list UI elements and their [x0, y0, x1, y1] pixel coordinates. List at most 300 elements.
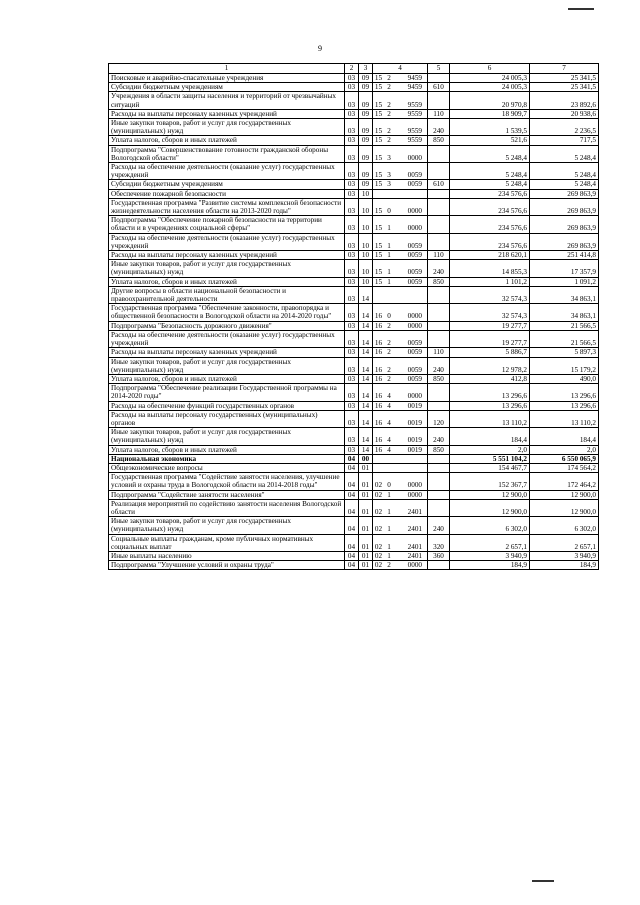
amount-year2-cell: 20 938,6: [530, 109, 599, 118]
table-row: [109, 374, 599, 383]
target-article-part: 15: [374, 268, 383, 277]
subsection-code-cell: 14: [359, 330, 373, 347]
target-article-part: 0059: [407, 339, 422, 348]
subsection-code-cell: 09: [359, 92, 373, 109]
section-code-cell: 03: [345, 83, 359, 92]
expense-type-cell: [428, 92, 450, 109]
amount-year2-cell: 5 897,3: [530, 348, 599, 357]
amount-year2-cell: 5 248,4: [530, 180, 599, 189]
amount-year2-cell: 34 863,1: [530, 304, 599, 321]
subsection-code-cell: 10: [359, 216, 373, 233]
target-article-part: 0000: [407, 312, 422, 321]
section-code-cell: 03: [345, 286, 359, 303]
subsection-code-cell: 01: [359, 517, 373, 534]
subsection-code-cell: 14: [359, 445, 373, 454]
target-article-part: 15: [374, 207, 383, 216]
target-article-cell: [373, 348, 428, 357]
subsection-code-cell: 01: [359, 534, 373, 551]
amount-year2-cell: 21 566,5: [530, 330, 599, 347]
section-code-cell: 03: [345, 330, 359, 347]
subsection-code-cell: 14: [359, 321, 373, 330]
target-article-part: 15: [374, 153, 383, 162]
target-article-part: 4: [387, 445, 391, 454]
target-article-cell: [373, 428, 428, 445]
amount-year2-cell: 5 248,4: [530, 163, 599, 180]
target-article-part: 16: [374, 374, 383, 383]
row-name-cell: Расходы на обеспечение деятельности (оказание услуг) государственных учреждений: [109, 330, 345, 347]
amount-year2-cell: 172 464,2: [530, 473, 599, 490]
scan-mark-bottom: [532, 880, 554, 882]
row-name-cell: Субсидии бюджетным учреждениям: [109, 83, 345, 92]
amount-year1-cell: 12 900,0: [450, 499, 530, 516]
target-article-part: 15: [374, 127, 383, 136]
target-article-cell: [373, 109, 428, 118]
target-article-part: 02: [374, 561, 383, 570]
section-code-cell: 03: [345, 357, 359, 374]
table-row: [109, 401, 599, 410]
target-article-cell: [373, 330, 428, 347]
table-row: [109, 277, 599, 286]
subsection-code-cell: 09: [359, 180, 373, 189]
target-article-part: 1: [387, 277, 391, 286]
amount-year2-cell: 6 302,0: [530, 517, 599, 534]
expense-type-cell: 120: [428, 410, 450, 427]
target-article-cell: [373, 561, 428, 570]
target-article-part: 2401: [407, 551, 422, 560]
expense-type-cell: [428, 499, 450, 516]
expense-type-cell: 240: [428, 119, 450, 136]
section-code-cell: 04: [345, 551, 359, 560]
target-article-cell: [373, 92, 428, 109]
table-row: [109, 233, 599, 250]
section-code-cell: 03: [345, 374, 359, 383]
target-article-part: 16: [374, 321, 383, 330]
section-code-cell: 04: [345, 517, 359, 534]
amount-year1-cell: 18 909,7: [450, 109, 530, 118]
table-row: [109, 83, 599, 92]
table-row: [109, 286, 599, 303]
target-article-part: 0059: [407, 277, 422, 286]
target-article-part: 2: [387, 321, 391, 330]
table-row: [109, 534, 599, 551]
subsection-code-cell: 14: [359, 286, 373, 303]
target-article-part: 2: [387, 127, 391, 136]
target-article-cell: [373, 136, 428, 145]
target-article-cell: [373, 180, 428, 189]
expense-type-cell: 320: [428, 534, 450, 551]
section-code-cell: 03: [345, 109, 359, 118]
target-article-part: 02: [374, 481, 383, 490]
row-name-cell: Уплата налогов, сборов и иных платежей: [109, 136, 345, 145]
target-article-cell: [373, 260, 428, 277]
section-code-cell: 03: [345, 304, 359, 321]
row-name-cell: Подпрограмма "Содействие занятости населения": [109, 490, 345, 499]
amount-year2-cell: 2 657,1: [530, 534, 599, 551]
target-article-part: 02: [374, 542, 383, 551]
section-code-cell: 03: [345, 92, 359, 109]
section-code-cell: 03: [345, 74, 359, 83]
target-article-part: 16: [374, 312, 383, 321]
amount-year1-cell: 234 576,6: [450, 198, 530, 215]
target-article-cell: [373, 463, 428, 472]
subsection-code-cell: 10: [359, 233, 373, 250]
expense-type-cell: [428, 490, 450, 499]
target-article-part: 16: [374, 339, 383, 348]
expense-type-cell: [428, 321, 450, 330]
amount-year1-cell: 32 574,3: [450, 304, 530, 321]
amount-year1-cell: 5 248,4: [450, 180, 530, 189]
target-article-part: 0: [387, 207, 391, 216]
amount-year1-cell: 6 302,0: [450, 517, 530, 534]
target-article-part: 0059: [407, 348, 422, 357]
target-article-part: 1: [387, 542, 391, 551]
amount-year1-cell: 234 576,6: [450, 233, 530, 250]
target-article-part: 0019: [407, 418, 422, 427]
expense-type-cell: 610: [428, 180, 450, 189]
amount-year1-cell: 12 900,0: [450, 490, 530, 499]
table-row: [109, 463, 599, 472]
section-code-cell: 03: [345, 198, 359, 215]
target-article-part: 0059: [407, 180, 422, 189]
target-article-cell: [373, 251, 428, 260]
subsection-code-cell: 10: [359, 277, 373, 286]
row-name-cell: Расходы на обеспечение деятельности (оказание услуг) государственных учреждений: [109, 163, 345, 180]
subsection-code-cell: 14: [359, 410, 373, 427]
target-article-part: 0000: [407, 321, 422, 330]
expense-type-cell: [428, 145, 450, 162]
header-cell: 1: [109, 64, 345, 74]
header-cell: 2: [345, 64, 359, 74]
expense-type-cell: [428, 454, 450, 463]
target-article-cell: [373, 499, 428, 516]
section-code-cell: 04: [345, 490, 359, 499]
subsection-code-cell: 09: [359, 136, 373, 145]
target-article-part: 3: [387, 171, 391, 180]
amount-year1-cell: 13 296,6: [450, 384, 530, 401]
target-article-part: 9459: [407, 74, 422, 82]
subsection-code-cell: 10: [359, 189, 373, 198]
row-name-cell: Уплата налогов, сборов и иных платежей: [109, 277, 345, 286]
table-row: [109, 384, 599, 401]
header-cell: 6: [450, 64, 530, 74]
target-article-part: 0059: [407, 241, 422, 250]
amount-year1-cell: 19 277,7: [450, 321, 530, 330]
target-article-part: 2: [387, 339, 391, 348]
expense-type-cell: 240: [428, 517, 450, 534]
section-code-cell: 04: [345, 473, 359, 490]
scan-mark-top: [568, 8, 594, 10]
target-article-part: 15: [374, 251, 383, 260]
target-article-part: 16: [374, 348, 383, 357]
target-article-part: 15: [374, 100, 383, 109]
target-article-cell: [373, 216, 428, 233]
expense-type-cell: [428, 384, 450, 401]
table-row: [109, 473, 599, 490]
page-number: 9: [318, 44, 322, 53]
section-code-cell: 03: [345, 384, 359, 401]
target-article-part: 0000: [407, 207, 422, 216]
target-article-cell: [373, 198, 428, 215]
amount-year2-cell: 184,9: [530, 561, 599, 570]
amount-year1-cell: 412,8: [450, 374, 530, 383]
target-article-cell: [373, 490, 428, 499]
amount-year1-cell: 184,4: [450, 428, 530, 445]
target-article-part: 1: [387, 251, 391, 260]
expense-type-cell: [428, 216, 450, 233]
expense-type-cell: 850: [428, 374, 450, 383]
amount-year2-cell: 13 296,6: [530, 401, 599, 410]
amount-year1-cell: 152 367,7: [450, 473, 530, 490]
subsection-code-cell: 01: [359, 561, 373, 570]
row-name-cell: Подпрограмма "Улучшение условий и охраны труда": [109, 561, 345, 570]
table-row: [109, 445, 599, 454]
target-article-part: 9559: [407, 136, 422, 145]
target-article-part: 9459: [407, 83, 422, 92]
target-article-cell: [373, 119, 428, 136]
row-name-cell: Национальная экономика: [109, 454, 345, 463]
target-article-cell: [373, 384, 428, 401]
expense-type-cell: [428, 304, 450, 321]
target-article-cell: [373, 410, 428, 427]
target-article-part: 0000: [407, 490, 422, 499]
target-article-cell: [373, 145, 428, 162]
target-article-part: 4: [387, 401, 391, 410]
target-article-part: 3: [387, 180, 391, 189]
target-article-part: 9559: [407, 127, 422, 136]
subsection-code-cell: 10: [359, 251, 373, 260]
target-article-part: 15: [374, 83, 383, 92]
row-name-cell: Уплата налогов, сборов и иных платежей: [109, 374, 345, 383]
table-row: [109, 551, 599, 560]
target-article-part: 2: [387, 74, 391, 82]
expense-type-cell: [428, 330, 450, 347]
amount-year2-cell: 5 248,4: [530, 145, 599, 162]
expense-type-cell: [428, 189, 450, 198]
amount-year2-cell: 13 296,6: [530, 384, 599, 401]
row-name-cell: Подпрограмма "Обеспечение пожарной безопасности на территории области и в учреждениях социальной сферы": [109, 216, 345, 233]
target-article-cell: [373, 321, 428, 330]
target-article-part: 0000: [407, 224, 422, 233]
target-article-part: 2: [387, 109, 391, 118]
target-article-part: 15: [374, 136, 383, 145]
target-article-part: 0019: [407, 445, 422, 454]
expense-type-cell: 610: [428, 83, 450, 92]
amount-year1-cell: 2,0: [450, 445, 530, 454]
section-code-cell: 04: [345, 561, 359, 570]
table-row: [109, 321, 599, 330]
expense-type-cell: [428, 286, 450, 303]
row-name-cell: Иные закупки товаров, работ и услуг для государственных (муниципальных) нужд: [109, 119, 345, 136]
amount-year1-cell: 234 576,6: [450, 216, 530, 233]
subsection-code-cell: 14: [359, 374, 373, 383]
target-article-part: 1: [387, 241, 391, 250]
expense-type-cell: 360: [428, 551, 450, 560]
target-article-cell: [373, 189, 428, 198]
subsection-code-cell: 14: [359, 428, 373, 445]
target-article-cell: [373, 357, 428, 374]
header-cell: 4: [373, 64, 428, 74]
target-article-cell: [373, 163, 428, 180]
expense-type-cell: 850: [428, 277, 450, 286]
target-article-part: 15: [374, 224, 383, 233]
target-article-part: 2: [387, 100, 391, 109]
target-article-part: 4: [387, 436, 391, 445]
section-code-cell: 03: [345, 428, 359, 445]
amount-year1-cell: 12 978,2: [450, 357, 530, 374]
subsection-code-cell: 10: [359, 198, 373, 215]
amount-year2-cell: 34 863,1: [530, 286, 599, 303]
target-article-part: 0: [387, 481, 391, 490]
target-article-part: 2: [387, 365, 391, 374]
amount-year1-cell: 24 005,3: [450, 74, 530, 83]
target-article-part: 2: [387, 136, 391, 145]
table-row: [109, 216, 599, 233]
target-article-part: 1: [387, 268, 391, 277]
section-code-cell: 03: [345, 277, 359, 286]
expense-type-cell: [428, 401, 450, 410]
amount-year1-cell: 13 296,6: [450, 401, 530, 410]
row-name-cell: Социальные выплаты гражданам, кроме публичных нормативных социальных выплат: [109, 534, 345, 551]
table-row: [109, 454, 599, 463]
amount-year1-cell: 13 110,2: [450, 410, 530, 427]
table-row: [109, 189, 599, 198]
amount-year1-cell: 19 277,7: [450, 330, 530, 347]
target-article-part: 0059: [407, 374, 422, 383]
target-article-part: 1: [387, 507, 391, 516]
amount-year2-cell: 269 863,9: [530, 198, 599, 215]
section-code-cell: 03: [345, 251, 359, 260]
table-row: [109, 357, 599, 374]
subsection-code-cell: 14: [359, 304, 373, 321]
expense-type-cell: 110: [428, 251, 450, 260]
amount-year1-cell: 1 101,2: [450, 277, 530, 286]
row-name-cell: Государственная программа "Развитие системы комплексной безопасности жизнедеятельности населения области на 2013-2020 годы": [109, 198, 345, 215]
target-article-cell: [373, 74, 428, 83]
target-article-part: 4: [387, 392, 391, 401]
table-row: [109, 251, 599, 260]
target-article-cell: [373, 551, 428, 560]
table-row: [109, 74, 599, 83]
row-name-cell: Государственная программа "Обеспечение законности, правопорядка и общественной безопасности в Вологодской области на 2014-2020 годы": [109, 304, 345, 321]
target-article-part: 1: [387, 551, 391, 560]
amount-year2-cell: 2 236,5: [530, 119, 599, 136]
target-article-part: 0059: [407, 268, 422, 277]
amount-year1-cell: 32 574,3: [450, 286, 530, 303]
amount-year1-cell: 218 620,1: [450, 251, 530, 260]
table-row: [109, 109, 599, 118]
subsection-code-cell: 00: [359, 454, 373, 463]
amount-year1-cell: 184,9: [450, 561, 530, 570]
header-cell: 5: [428, 64, 450, 74]
target-article-cell: [373, 473, 428, 490]
section-code-cell: 03: [345, 260, 359, 277]
subsection-code-cell: 14: [359, 384, 373, 401]
expense-type-cell: 240: [428, 357, 450, 374]
table-row: [109, 163, 599, 180]
table-row: [109, 119, 599, 136]
section-code-cell: 03: [345, 145, 359, 162]
target-article-cell: [373, 445, 428, 454]
section-code-cell: 04: [345, 454, 359, 463]
row-name-cell: Расходы на обеспечение функций государственных органов: [109, 401, 345, 410]
subsection-code-cell: 14: [359, 401, 373, 410]
table-row: [109, 92, 599, 109]
amount-year2-cell: 251 414,8: [530, 251, 599, 260]
row-name-cell: Подпрограмма "Обеспечение реализации Государственной программы на 2014-2020 годы": [109, 384, 345, 401]
target-article-part: 2: [387, 374, 391, 383]
amount-year2-cell: 490,0: [530, 374, 599, 383]
amount-year2-cell: 269 863,9: [530, 216, 599, 233]
amount-year1-cell: 521,6: [450, 136, 530, 145]
subsection-code-cell: 01: [359, 473, 373, 490]
row-name-cell: Иные закупки товаров, работ и услуг для государственных (муниципальных) нужд: [109, 428, 345, 445]
target-article-part: 16: [374, 436, 383, 445]
row-name-cell: Расходы на выплаты персоналу казенных учреждений: [109, 109, 345, 118]
table-row: [109, 517, 599, 534]
section-code-cell: 04: [345, 463, 359, 472]
section-code-cell: 03: [345, 348, 359, 357]
section-code-cell: 03: [345, 189, 359, 198]
subsection-code-cell: 09: [359, 109, 373, 118]
target-article-part: 16: [374, 445, 383, 454]
target-article-part: 15: [374, 109, 383, 118]
amount-year1-cell: 3 940,9: [450, 551, 530, 560]
expense-type-cell: [428, 163, 450, 180]
section-code-cell: 03: [345, 180, 359, 189]
target-article-cell: [373, 304, 428, 321]
target-article-part: 0000: [407, 392, 422, 401]
row-name-cell: Подпрограмма "Безопасность дорожного движения": [109, 321, 345, 330]
expense-type-cell: 110: [428, 109, 450, 118]
target-article-cell: [373, 233, 428, 250]
target-article-part: 2: [387, 348, 391, 357]
section-code-cell: 04: [345, 499, 359, 516]
target-article-part: 1: [387, 490, 391, 499]
subsection-code-cell: 01: [359, 463, 373, 472]
target-article-part: 16: [374, 365, 383, 374]
target-article-part: 02: [374, 507, 383, 516]
section-code-cell: 03: [345, 136, 359, 145]
expense-type-cell: [428, 473, 450, 490]
amount-year2-cell: 17 357,9: [530, 260, 599, 277]
amount-year1-cell: 5 248,4: [450, 163, 530, 180]
table-row: [109, 410, 599, 427]
target-article-part: 9559: [407, 100, 422, 109]
table-header-row: [109, 64, 599, 74]
subsection-code-cell: 09: [359, 74, 373, 83]
subsection-code-cell: 10: [359, 260, 373, 277]
target-article-part: 02: [374, 490, 383, 499]
target-article-part: 0059: [407, 251, 422, 260]
expense-type-cell: 240: [428, 260, 450, 277]
amount-year2-cell: 21 566,5: [530, 321, 599, 330]
expense-type-cell: 850: [428, 136, 450, 145]
target-article-part: 3: [387, 153, 391, 162]
row-name-cell: Иные закупки товаров, работ и услуг для государственных (муниципальных) нужд: [109, 517, 345, 534]
amount-year2-cell: 12 900,0: [530, 490, 599, 499]
row-name-cell: Иные закупки товаров, работ и услуг для государственных (муниципальных) нужд: [109, 357, 345, 374]
target-article-cell: [373, 401, 428, 410]
table-row: [109, 348, 599, 357]
subsection-code-cell: 09: [359, 163, 373, 180]
section-code-cell: 03: [345, 216, 359, 233]
row-name-cell: Реализация мероприятий по содействию занятости населения Вологодской области: [109, 499, 345, 516]
amount-year2-cell: 25 341,5: [530, 83, 599, 92]
section-code-cell: 03: [345, 119, 359, 136]
target-article-part: 02: [374, 551, 383, 560]
section-code-cell: 03: [345, 163, 359, 180]
subsection-code-cell: 01: [359, 499, 373, 516]
